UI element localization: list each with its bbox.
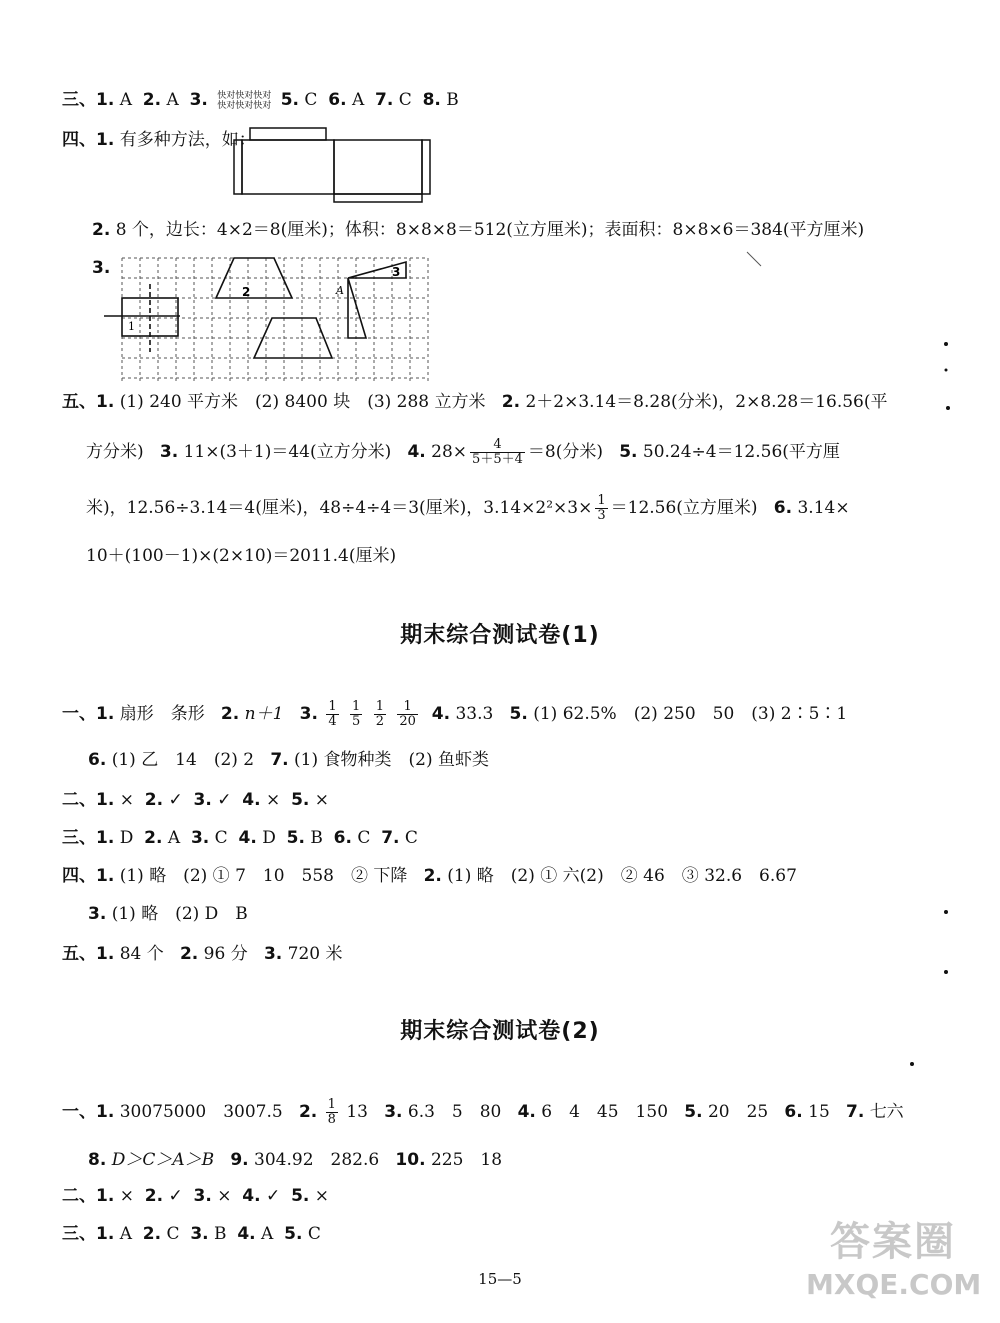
net-flap-bottom — [334, 194, 422, 202]
sec5-fraction-2: $\frac{1}{3}$ — [597, 493, 606, 523]
grid-label-3: 3 — [392, 265, 401, 279]
sec5-line1: 五、1. (1) 240 平方米 (2) 8400 块 (3) 288 立方米 2. 2＋2×3.14＝8.28(分米)，2×8.28＝16.56(平 — [62, 392, 888, 412]
net-face-right — [334, 140, 422, 194]
exam1-title: 期末综合测试卷(1) — [400, 623, 600, 648]
sec3-stamp: 快对快对快对 快对快对快对 — [217, 90, 272, 111]
exam1-row1: 一、1. 扇形 条形 2. n＋1 3. $\frac{1}{4}$ $\frac{1}{5}$ $\frac{1}{2}$ $\frac{1}{20}$ 4. 33.3 5. (1) 62.5% (2) 250 50 (3) 2∶5∶1 — [62, 699, 848, 729]
watermark-url: MXQE.COM — [806, 1268, 982, 1301]
sec4-q3-num: 3. — [92, 258, 111, 278]
grid-label-2: 2 — [242, 285, 251, 299]
exam1-frac-2: $\frac{1}{5}$ — [352, 699, 361, 729]
exam2-row4: 三、1. A 2. C 3. B 4. A 5. C — [62, 1224, 321, 1244]
margin-dots — [940, 340, 970, 1080]
cube-net-figure — [228, 126, 438, 202]
exam2-row1: 一、1. 30075000 3007.5 2. $\frac{1}{8}$ 13 3. 6.3 5 80 4. 6 4 45 150 5. 20 25 6. 15 7. 七六 — [62, 1097, 904, 1127]
exam2-row3: 二、1. × 2. ✓ 3. × 4. ✓ 5. × — [62, 1186, 330, 1206]
exam1-row6: 3. (1) 略 (2) D B — [88, 904, 248, 924]
exam1-frac-4: $\frac{1}{20}$ — [399, 699, 416, 729]
page-number: 15—5 — [478, 1270, 522, 1288]
exam1-frac-3: $\frac{1}{2}$ — [375, 699, 384, 729]
grid-label-1: 1 — [128, 320, 135, 333]
exam2-title: 期末综合测试卷(2) — [400, 1019, 600, 1044]
stray-mark — [745, 250, 765, 270]
exam1-row7: 五、1. 84 个 2. 96 分 3. 720 米 — [62, 944, 343, 964]
sec5-line2: 方分米) 3. 11×(3＋1)＝44(立方分米) 4. 28× $\frac{4}{5+5+4}$ ＝8(分米) 5. 50.24÷4＝12.56(平方厘 — [86, 437, 840, 467]
sec4-q2: 2. 8 个，边长：4×2＝8(厘米)；体积：8×8×8＝512(立方厘米)；表面积：8×8×6＝384(平方厘米) — [92, 220, 865, 240]
net-face-left — [242, 140, 334, 194]
sec5-line4: 10＋(100－1)×(2×10)＝2011.4(厘米) — [86, 546, 397, 566]
exam1-row2: 6. (1) 乙 14 (2) 2 7. (1) 食物种类 (2) 鱼虾类 — [88, 750, 490, 770]
watermark-logo: 答案圈 — [830, 1219, 956, 1265]
grid-figure — [104, 254, 434, 386]
net-flap-left — [234, 140, 242, 194]
sec5-line3: 米)，12.56÷3.14＝4(厘米)，48÷4÷4＝3(厘米)，3.14×2²×3× $\frac{1}{3}$ ＝12.56(立方厘米) 6. 3.14× — [86, 493, 850, 523]
exam1-row5: 四、1. (1) 略 (2) ① 7 10 558 ② 下降 2. (1) 略 (2) ① 六(2) ② 46 ③ 32.6 6.67 — [62, 866, 797, 886]
sec3-lead: 三、1. — [62, 90, 115, 110]
exam1-row4: 三、1. D 2. A 3. C 4. D 5. B 6. C 7. C — [62, 828, 418, 848]
grid-label-a: A — [336, 284, 344, 297]
exam2-row2: 8. D＞C＞A＞B 9. 304.92 282.6 10. 225 18 — [88, 1150, 503, 1170]
exam1-frac-1: $\frac{1}{4}$ — [328, 699, 337, 729]
net-flap-top — [250, 128, 326, 140]
exam2-fraction: $\frac{1}{8}$ — [327, 1097, 336, 1127]
sec3-row: 三、1. A 2. A 3. 快对快对快对 快对快对快对 5. C 6. A 7. C 8. B — [62, 90, 459, 111]
sec5-fraction: $\frac{4}{5+5+4}$ — [472, 437, 523, 467]
net-flap-right — [422, 140, 430, 194]
exam1-row3: 二、1. × 2. ✓ 3. ✓ 4. × 5. × — [62, 790, 330, 810]
grid-shape-a — [348, 278, 366, 338]
sec4-q1: 四、1. 有多种方法，如： — [62, 130, 256, 150]
